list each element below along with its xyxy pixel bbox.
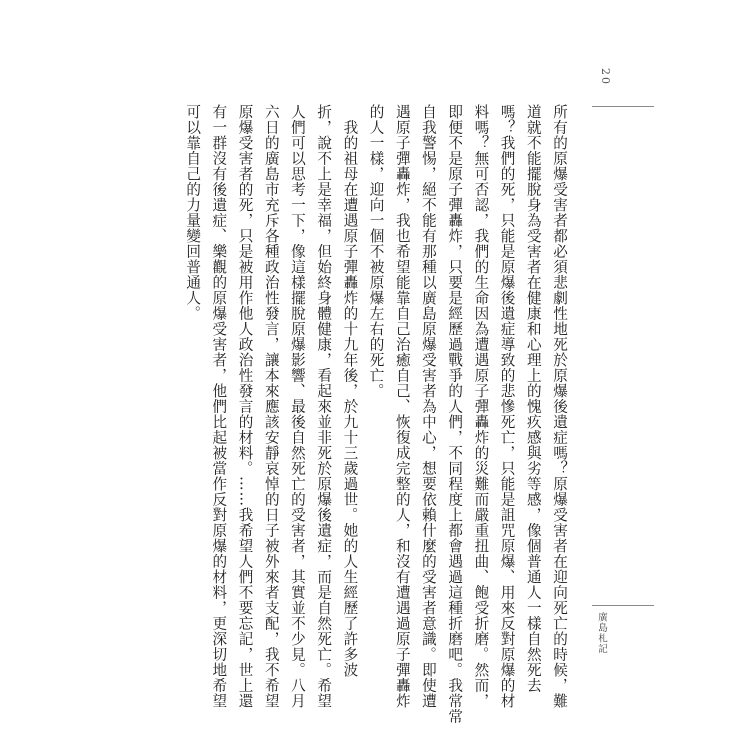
body-text: [179, 104, 572, 724]
text-line: 即便不是原子彈轟炸，只要是經歷過戰爭的人們，不同程度上都會遇過這種折磨吧。我常常: [446, 104, 464, 724]
text-line: 嗎？我們的死，只能是原爆後遺症導致的悲慘死亡，只能是詛咒原爆、用來反對原爆的材: [498, 104, 516, 709]
text-line: 折，說不上是幸福，但始終身體健康，看起來並非死於原爆後遺症，而是自然死亡。希望: [315, 104, 333, 709]
footer-rule: [592, 605, 654, 606]
text-line: 原爆受害者的死，只是被用作他人政治性發言的材料。……我希望人們不要忘記，世上還: [236, 104, 254, 709]
text-line: 自我警惕，絕不能有那種以廣島原爆受害者為中心，想要依賴什麼的受害者意識。即使遭: [419, 104, 437, 709]
running-head: 廣島札記: [596, 612, 607, 654]
text-line: 六日的廣島市充斥各種政治性發言，讓本來應該安靜哀悼的日子被外來者支配，我不希望: [262, 104, 280, 709]
text-line: 有一群沒有後遺症、樂觀的原爆受害者，他們比起被當作反對原爆的材料，更深切地希望: [210, 104, 228, 709]
text-line: 我的祖母在遭遇原子彈轟炸的十九年後，於九十三歲過世。她的人生經歷了許多波: [341, 104, 359, 678]
text-line: 道就不能擺脫身為受害者在健康和心理上的愧疚感與劣等感，像個普通人一樣自然死去: [524, 104, 542, 693]
page-number: 20: [599, 68, 612, 86]
text-line: 的人一樣，迎向一個不被原爆左右的死亡。: [367, 104, 385, 399]
text-line: 人們可以思考一下，像這樣擺脫原爆影響、最後自然死亡的受害者，其實並不少見。八月: [288, 104, 306, 709]
text-line: 所有的原爆受害者都必須悲劇性地死於原爆後遺症嗎？原爆受害者在迎向死亡的時候，難: [551, 104, 568, 709]
text-line: 可以靠自己的力量變回普通人。: [184, 104, 202, 321]
text-line: 遇原子彈轟炸，我也希望能靠自己治癒自己、恢復成完整的人，和沒有遭遇過原子彈轟炸: [393, 104, 411, 709]
header-rule: [592, 106, 654, 107]
text-line: 料嗎？無可否認，我們的生命因為遭遇原子彈轟炸的災難而嚴重扭曲、飽受折磨。然而，: [472, 104, 490, 709]
